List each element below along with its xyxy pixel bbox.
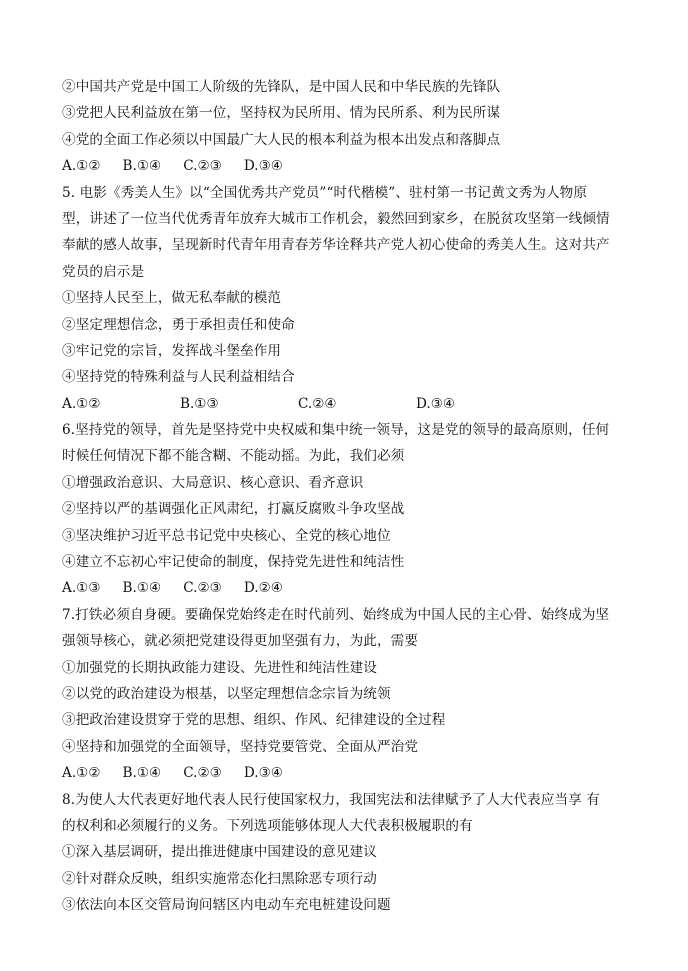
q4-option-2: ②中国共产党是中国工人阶级的先锋队，是中国人民和中华民族的先锋队 — [62, 79, 501, 95]
q5-answer-d[interactable]: D.③④ — [416, 395, 456, 412]
exam-page — [62, 74, 642, 919]
q7-answer-choices — [62, 760, 642, 786]
q4-answer-b[interactable]: B.①④ — [122, 158, 162, 175]
q5-answer-choices — [62, 391, 642, 417]
q4-answer-choices — [62, 153, 642, 179]
q5-option-2: ②坚定理想信念，勇于承担责任和使命 — [62, 316, 295, 333]
q6-stem-line-2: 时候任何情况下都不能含糊、不能动摇。为此，我们必须 — [62, 448, 405, 465]
q6-option-2: ②坚持以严的基调强化正风肃纪，打赢反腐败斗争攻坚战 — [62, 501, 405, 518]
q6-answer-c[interactable]: C.②③ — [183, 580, 222, 597]
q8-stem-line-2: 的权利和必须履行的义务。下列选项能够体现人大代表积极履职的有 — [62, 817, 473, 834]
q8-option-2: ②针对群众反映，组织实施常态化扫黑除恶专项行动 — [62, 870, 377, 887]
q5-stem-line-4: 党员的启示是 — [62, 263, 145, 280]
q5-stem-line-2: 型，讲述了一位当代优秀青年放弃大城市工作机会，毅然回到家乡，在脱贫攻坚第一线倾情 — [62, 210, 610, 227]
q7-answer-b[interactable]: B.①④ — [122, 765, 162, 782]
q7-stem-line-1: 7.打铁必须自身硬。要确保党始终走在时代前列、始终成为中国人民的主心骨、始终成为坚 — [62, 606, 610, 623]
q8-stem-line-1: 8.为使人大代表更好地代表人民行使国家权力，我国宪法和法律赋予了人大代表应当享 有 — [62, 791, 600, 808]
q8-option-1: ①深入基层调研，提出推进健康中国建设的意见建议 — [62, 844, 377, 861]
q4-answer-a[interactable]: A.①② — [62, 158, 101, 175]
q6-stem-line-1: 6.坚持党的领导，首先是坚持党中央权威和集中统一领导，这是党的领导的最高原则，任何 — [62, 422, 610, 439]
q7-option-4: ④坚持和加强党的全面领导，坚持党要管党、全面从严治党 — [62, 738, 419, 755]
q7-option-1: ①加强党的长期执政能力建设、先进性和纯洁性建设 — [62, 659, 377, 676]
q5-answer-b[interactable]: B.①③ — [180, 395, 219, 412]
q7-option-3: ③把政治建设贯穿于党的思想、组织、作风、纪律建设的全过程 — [62, 712, 446, 729]
q5-stem-line-3: 奉献的感人故事，呈现新时代青年用青春芳华诠释共产党人初心使命的秀美人生。这对共产 — [62, 237, 610, 254]
q4-option-4: ④党的全面工作必须以中国最广大人民的根本利益为根本出发点和落脚点 — [62, 131, 501, 148]
q6-option-1: ①增强政治意识、大局意识、核心意识、看齐意识 — [62, 474, 364, 491]
q7-answer-d[interactable]: D.③④ — [243, 765, 283, 782]
q7-option-2: ②以党的政治建设为根基，以坚定理想信念宗旨为统领 — [62, 685, 391, 702]
q5-option-4: ④坚持党的特殊利益与人民利益相结合 — [62, 369, 295, 386]
q4-answer-c[interactable]: C.②③ — [183, 158, 222, 175]
q6-answer-b[interactable]: B.①④ — [122, 580, 162, 597]
q7-answer-c[interactable]: C.②③ — [183, 765, 222, 782]
q6-option-3: ③坚决维护习近平总书记党中央核心、全党的核心地位 — [62, 527, 391, 544]
q5-option-3: ③牢记党的宗旨，发挥战斗堡垒作用 — [62, 342, 282, 359]
q5-option-1: ①坚持人民至上，做无私奉献的模范 — [62, 290, 282, 307]
q5-answer-c[interactable]: C.②④ — [298, 395, 337, 412]
q4-answer-d[interactable]: D.③④ — [243, 158, 283, 175]
q6-answer-choices — [62, 575, 642, 601]
q5-stem-line-1: 5. 电影《秀美人生》以“全国优秀共产党员”“时代楷模”、驻村第一书记黄文秀为人物原 — [62, 184, 588, 201]
q6-answer-d[interactable]: D.②④ — [243, 580, 283, 597]
q6-option-4: ④建立不忘初心牢记使命的制度，保持党先进性和纯洁性 — [62, 554, 405, 571]
q4-option-3: ③党把人民利益放在第一位，坚持权为民所用、情为民所系、利为民所谋 — [62, 105, 501, 122]
q7-answer-a[interactable]: A.①② — [62, 765, 101, 782]
q6-answer-a[interactable]: A.①③ — [62, 580, 101, 597]
q7-stem-line-2: 强领导核心，就必须把党建设得更加坚强有力，为此，需要 — [62, 633, 419, 650]
q5-answer-a[interactable]: A.①② — [62, 395, 101, 412]
q8-option-3: ③依法向本区交管局询问辖区内电动车充电桩建设问题 — [62, 897, 391, 914]
